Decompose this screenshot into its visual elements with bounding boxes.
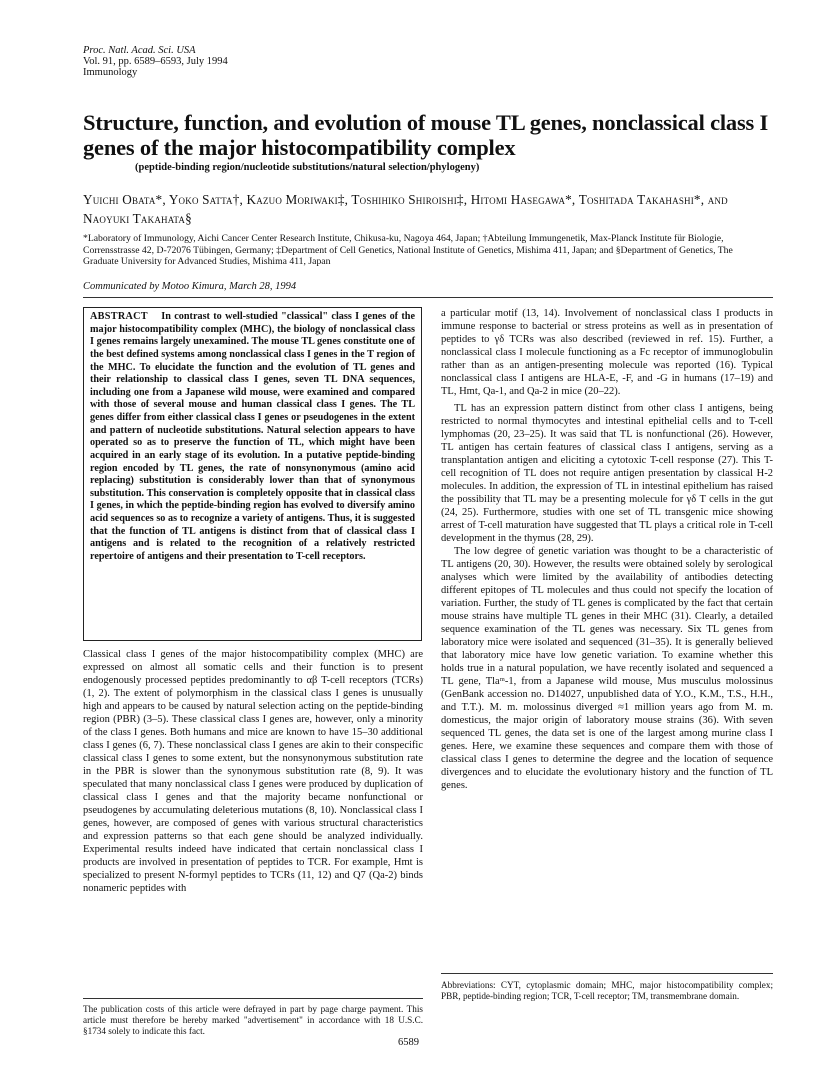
body-left-column (83, 648, 423, 895)
communicated-by: Communicated by Motoo Kimura, March 28, 1994 (83, 281, 297, 292)
volume-info: Vol. 91, pp. 6589–6593, July 1994 (83, 56, 228, 67)
footnote-divider (83, 998, 423, 999)
abbreviations-divider (441, 973, 773, 974)
abstract-text: In contrast to well-studied "classical" class I genes of the major histocompatibility complex (MHC), the biology of nonclassical class I genes remains largely unexamined. The mouse TL genes constitute one of the best defined systems among nonclassical class I genes in the T region of the MHC. To elucidate the function and the evolution of TL genes and their relationship to classical class I genes, seven TL DNA sequences, including one from a Japanese wild mouse, were examined and compared with those of several mouse and human classical class I genes. The TL genes differ from either classical class I genes or pseudogenes in the extent and pattern of nucleotide substitutions. Natural selection appears to have operated so as to preserve the function of TL, which might have been acquired in an early stage of its evolution. In a putative peptide-binding region encoded by TL genes, the rate of nonsynonymous (amino acid replacing) substitution is considerably lower than that of synonymous substitution. This conservation is completely opposite that in classical class I genes, in which the peptide-binding region has evolved to diversify amino acid sequences so as to recognize a variety of antigens. Thus, it is suggested that the function of TL antigens is distinct from that of classical class I antigens and is related to the recognition of a relatively restricted repertoire of antigens and their presentation to T-cell receptors. (90, 311, 415, 562)
header-divider (83, 297, 773, 298)
body-paragraph: a particular motif (13, 14). Involvement of nonclassical class I products in immune response to bacterial or stress proteins as well as in presentation of peptides to γδ TCRs was also described (reviewed in ref. 15). Further, a nonclassical class I molecule functioning as a Fc receptor of immunoglobulin rather than as an antigen-presenting molecule was reported (16). Typical nonclassical class I antigens are HLA-E, -F, and -G in humans (17–19) and TL, Hmt, Qa-1, and Qa-2 in mice (20–22). (441, 308, 773, 397)
body-right-column (441, 307, 773, 792)
authors: Yuichi Obata*, Yoko Satta†, Kazuo Moriwaki‡, Toshihiko Shiroishi‡, Hitomi Hasegawa*, Toshitada Takahashi*, and Naoyuki Takahata§ (83, 192, 728, 226)
section-name: Immunology (83, 67, 138, 78)
journal-name: Proc. Natl. Acad. Sci. USA (83, 45, 196, 56)
journal-header (83, 45, 228, 78)
affiliations: *Laboratory of Immunology, Aichi Cancer Center Research Institute, Chikusa-ku, Nagoya 464, Japan; †Abteilung Immungenetik, Max-Planck Institute für Biologie, Corrensstrasse 42, D-72076 Tübingen, Germany; ‡Department of Cell Genetics, National Institute of Genetics, Mishima 411, Japan; and §Department of Genetics, The Graduate University for Advanced Studies, Mishima 411, Japan (83, 233, 733, 267)
body-paragraph: Classical class I genes of the major histocompatibility complex (MHC) are expressed on almost all somatic cells and their function is to present endogenously processed peptides predominantly to αβ T-cell receptors (TCRs) (1, 2). The extent of polymorphism in the classical class I genes is unusually high and appears to be caused by natural selection acting on the peptide-binding region (PBR) (3–5). These classical class I genes are, however, only a minority of the class I genes. Both humans and mice are known to have 15–30 additional class I genes (6, 7). These nonclassical class I genes are akin to their conspecific classical class I genes to some extent, but the nonsynonymous substitution rate in the PBR is slower than the synonymous substitution rate (8, 9). It was speculated that many nonclassical class I genes were produced by duplication of classical class I genes and that the majority became nonfunctional or pseudogenes by accumulating deleterious mutations (8, 10). Nonclassical class I genes, however, are composed of genes with various structural characteristics and expression patterns so that each gene should be analyzed individually. Experimental results indeed have indicated that certain nonclassical class I products are involved in presentation of peptides to TCR. For example, Hmt is specialized to present N-formyl peptides to TCRs (11, 12) and Q7 (Qa-2) binds nonameric peptides with (83, 649, 423, 894)
body-paragraph: The low degree of genetic variation was thought to be a characteristic of TL antigens (20, 30). However, the results were obtained solely by serological analyses which were limited by the availability of antibodies detecting different epitopes of TL molecules and thus could not specify the location of variation. Further, the study of TL genes is complicated by the fact that certain mouse strains have multiple TL genes in their MHC (31). Clearly, a detailed sequence examination of the TL genes was necessary. Six TL genes from laboratory mice were isolated and sequenced (31–35). It is generally believed that laboratory mice have low genetic variation. To examine whether this holds true in a natural population, we have recently isolated and sequenced a TL gene, Tlaᵐ-1, from a Japanese wild mouse, Mus musculus molossinus (GenBank accession no. D14027, unpublished data of Y.O., K.M., T.S., H.H., and T.T.). M. m. molossinus diverged ≈1 million years ago from M. m. domesticus, the major origin of laboratory mouse strains (36). With seven sequenced TL genes, the data set is one of the largest among murine class I genes. Here, we examine these sequences and compare them with those of classical class I genes to determine the degree and the location of sequence divergences and to elucidate the evolutionary history and the function of TL genes. (441, 546, 773, 791)
body-paragraph: TL has an expression pattern distinct from other class I antigens, being restricted to normal thymocytes and intestinal epithelial cells and to T-cell lymphomas (20, 23–25). It was said that TL is nonfunctional (26). However, TL antigen has certain features of classical class I antigens, serving as a transplantation antigen and eliciting a cytotoxic T-cell response (27). This T-cell recognition of TL does not require antigen presentation by classical H-2 molecules. In addition, the expression of TL in intestinal epithelium has raised the possibility that TL may be a presenting molecule for γδ T cells in the gut (24, 25). Furthermore, studies with one set of TL transgenic mice showing arrest of T-cell maturation have suggested that TL plays a critical role in T-cell development in the thymus (28, 29). (441, 403, 773, 544)
abstract (90, 311, 415, 564)
abbreviations: Abbreviations: CYT, cytoplasmic domain; MHC, major histocompatibility complex; PBR, peptide-binding region; TCR, T-cell receptor; TM, transmembrane domain. (441, 980, 773, 1001)
article-title: Structure, function, and evolution of mouse TL genes, nonclassical class I genes of the major histocompatibility complex (83, 110, 769, 160)
page-number: 6589 (398, 1037, 419, 1048)
abstract-label: ABSTRACT (90, 311, 148, 322)
keywords: (peptide-binding region/nucleotide substitutions/natural selection/phylogeny) (135, 162, 480, 173)
publication-footnote: The publication costs of this article were defrayed in part by page charge payment. This article must therefore be hereby marked "advertisement" in accordance with 18 U.S.C. §1734 solely to indicate this fact. (83, 1004, 423, 1036)
